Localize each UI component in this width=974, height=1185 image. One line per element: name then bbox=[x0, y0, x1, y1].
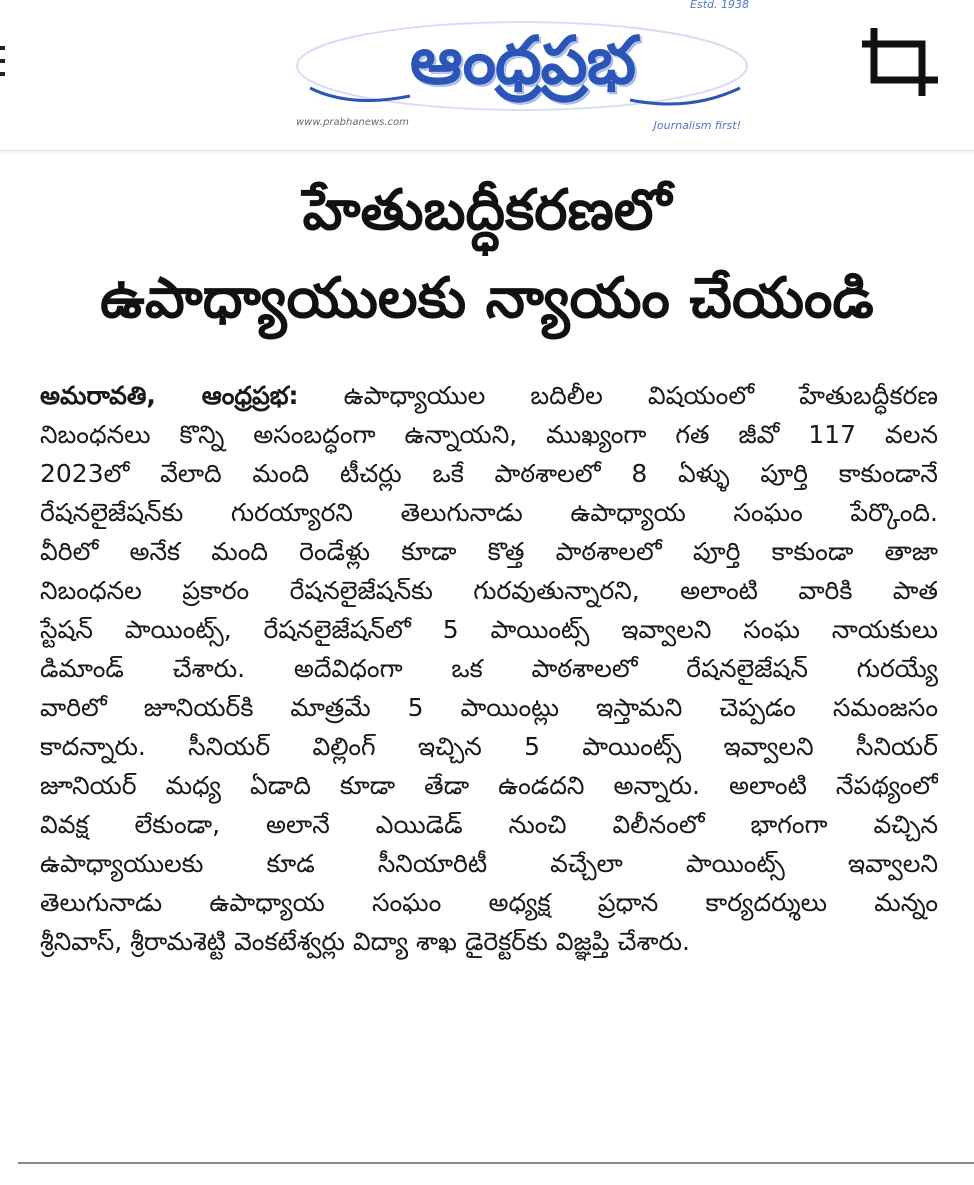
article-line: నిబంధనలు కొన్ని అసంబద్ధంగా ఉన్నాయని, ముఖ్యంగా గత జీవో 117 వలన bbox=[40, 420, 938, 449]
masthead-url[interactable]: www.prabhanews.com bbox=[296, 117, 409, 128]
crop-icon[interactable] bbox=[860, 24, 944, 100]
top-bar bbox=[0, 0, 974, 151]
masthead-tagline: Journalism first! bbox=[653, 119, 741, 132]
article-line: తెలుగునాడు ఉపాధ్యాయ సంఘం అధ్యక్ష ప్రధాన కార్యదర్శులు మన్నం bbox=[40, 888, 938, 917]
headline-line-2: ఉపాధ్యాయులకు న్యాయం చేయండి bbox=[100, 266, 874, 331]
article-line: రేషనలైజేషన్‌కు గురయ్యారని తెలుగునాడు ఉపాధ్యాయ సంఘం పేర్కొంది. bbox=[40, 498, 938, 527]
article-line: డిమాండ్ చేశారు. అదేవిధంగా ఒక పాఠశాలలో రేషనలైజేషన్ గురయ్యే bbox=[40, 654, 938, 683]
article-line: వివక్ష లేకుండా, అలానే ఎయిడెడ్ నుంచి విలీనంలో భాగంగా వచ్చిన bbox=[40, 810, 938, 839]
headline bbox=[0, 170, 974, 340]
masthead-name: ఆంధ్రప్రభ bbox=[409, 22, 636, 99]
article-line: శ్రీనివాస్, శ్రీరామశెట్టి వెంకటేశ్వర్లు విద్యా శాఖ డైరెక్టర్‌కు విజ్ఞప్తి చేశారు. bbox=[40, 927, 690, 956]
article-line bbox=[40, 376, 938, 415]
article-line: నిబంధనల ప్రకారం రేషనలైజేషన్‌కు గురవుతున్నారని, అలాంటి వారికి పాత bbox=[40, 576, 938, 605]
article-line: 2023లో వేలాది మంది టీచర్లు ఒకే పాఠశాలలో 8 ఏళ్ళు పూర్తి కాకుండానే bbox=[40, 459, 938, 488]
article-dateline: అమరావతి, ఆంధ్రప్రభ: bbox=[40, 381, 299, 410]
article-line: ఉపాధ్యాయులకు కూడ సీనియారిటీ వచ్చేలా పాయింట్స్ ఇవ్వాలని bbox=[40, 849, 938, 878]
masthead-estd: Estd. 1938 bbox=[690, 0, 749, 11]
article-line: కాదన్నారు. సీనియర్ విల్లింగ్ ఇచ్చిన 5 పాయింట్స్ ఇవ్వాలని సీనియర్ bbox=[40, 732, 938, 761]
menu-icon[interactable] bbox=[0, 46, 6, 96]
headline-line-1: హేతుబద్ధీకరణలో bbox=[302, 178, 672, 243]
article-body bbox=[40, 376, 938, 961]
article-line: స్టేషన్ పాయింట్స్, రేషనలైజేషన్‌లో 5 పాయింట్స్ ఇవ్వాలని సంఘ నాయకులు bbox=[40, 615, 938, 644]
article-line: వీరిలో అనేక మంది రెండేళ్లు కూడా కొత్త పాఠశాలలో పూర్తి కాకుండా తాజా bbox=[40, 537, 938, 566]
article-line: వారిలో జూనియర్‌కి మాత్రమే 5 పాయింట్లు ఇస్తామని చెప్పడం సమంజసం bbox=[40, 693, 938, 722]
article-line: జూనియర్ మధ్య ఏడాది కూడా తేడా ఉండదని అన్నారు. అలాంటి నేపథ్యంలో bbox=[40, 771, 938, 800]
bottom-divider bbox=[18, 1162, 974, 1164]
article-line-text: ఉపాధ్యాయుల బదిలీల విషయంలో హేతుబద్ధీకరణ bbox=[298, 381, 938, 410]
masthead-logo bbox=[290, 0, 755, 135]
